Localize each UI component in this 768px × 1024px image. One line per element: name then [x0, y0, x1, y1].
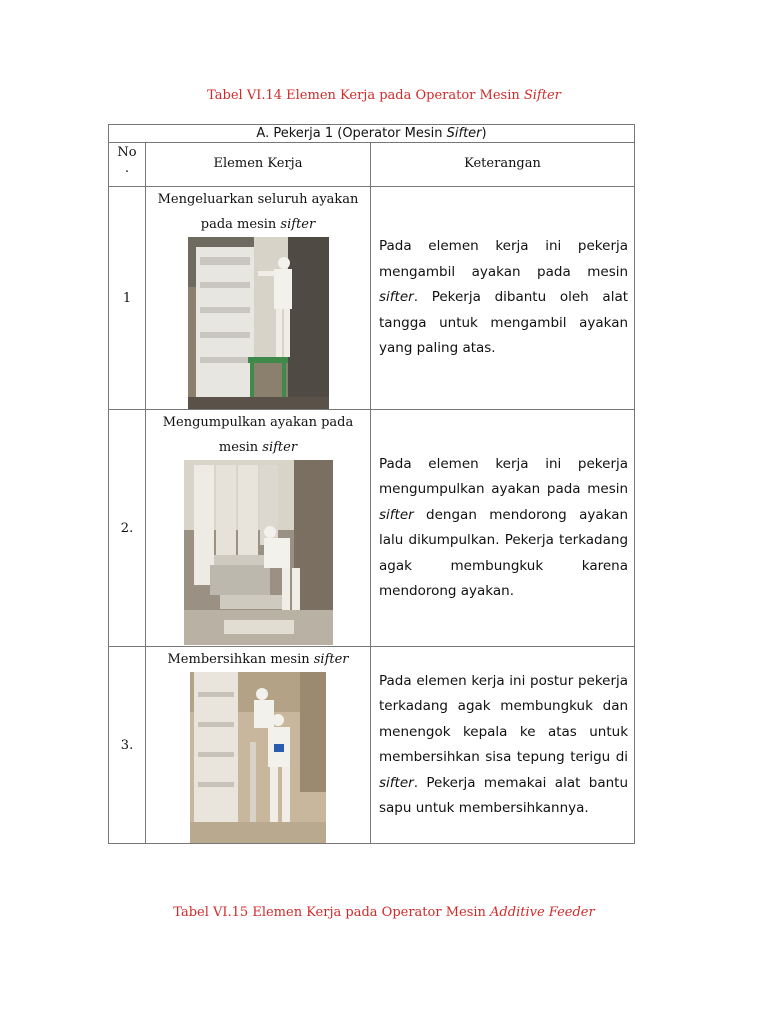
table-row — [109, 647, 635, 844]
table-row — [109, 187, 635, 410]
header-elemen-kerja: Elemen Kerja — [146, 143, 371, 187]
header-no: No . — [109, 143, 146, 187]
photo-worker-collecting-sieves — [184, 460, 333, 645]
work-elements-table — [108, 124, 635, 844]
row-number: 1 — [109, 187, 146, 410]
table-row — [109, 410, 635, 647]
row-number: 3. — [109, 647, 146, 844]
photo-worker-removing-sieves — [188, 237, 329, 409]
description: Pada elemen kerja ini pekerja mengumpulkan ayakan pada mesin sifter dengan mendorong ayakan lalu dikumpulkan. Pekerja terkadang agak membungkuk karena mendorong ayakan. — [371, 410, 635, 647]
section-heading: A. Pekerja 1 (Operator Mesin Sifter) — [109, 125, 635, 143]
header-keterangan: Keterangan — [371, 143, 635, 187]
work-element: Mengeluarkan seluruh ayakan pada mesin sifter — [146, 187, 371, 410]
description: Pada elemen kerja ini postur pekerja terkadang agak membungkuk dan menengok kepala ke atas untuk membersihkan sisa tepung terigu di sifter. Pekerja memakai alat bantu sapu untuk membersihkannya. — [371, 647, 635, 844]
work-element: Mengumpulkan ayakan pada mesin sifter — [146, 410, 371, 647]
table-caption-bottom: Tabel VI.15 Elemen Kerja pada Operator Mesin Additive Feeder — [173, 905, 595, 920]
photo-worker-cleaning-sifter — [190, 672, 326, 843]
description: Pada elemen kerja ini pekerja mengambil ayakan pada mesin sifter. Pekerja dibantu oleh alat tangga untuk mengambil ayakan yang paling atas. — [371, 187, 635, 410]
row-number: 2. — [109, 410, 146, 647]
work-element: Membersihkan mesin sifter — [146, 647, 371, 844]
table-caption-top: Tabel VI.14 Elemen Kerja pada Operator Mesin Sifter — [207, 88, 561, 103]
